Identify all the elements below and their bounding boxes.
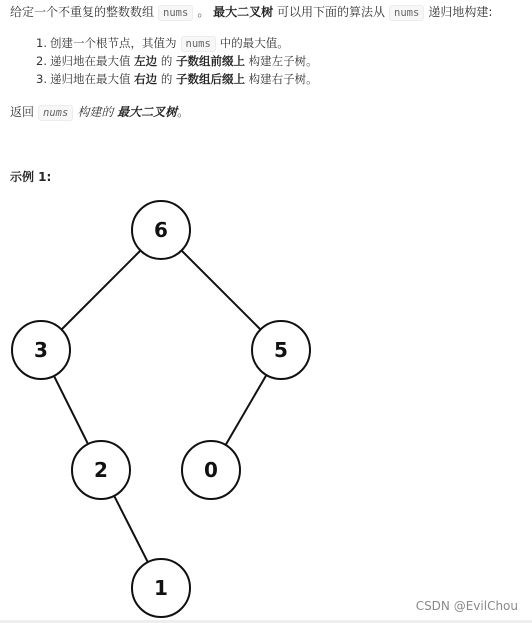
step-bold-2: 子数组后缀上 xyxy=(175,72,245,86)
tree-edge-5-0 xyxy=(226,375,267,445)
step-bold-1: 右边 xyxy=(134,72,158,86)
step-number: 3. xyxy=(36,72,47,86)
list-item xyxy=(36,34,318,52)
return-bold-term: 最大二叉树 xyxy=(117,105,178,119)
return-text-1: 返回 xyxy=(10,105,35,119)
algorithm-steps-list xyxy=(36,34,318,88)
step-text: 递归地在最大值 xyxy=(50,72,131,86)
intro-bold-term: 最大二叉树 xyxy=(213,5,274,19)
tree-node-6 xyxy=(132,201,190,259)
tree-node-label: 2 xyxy=(94,458,108,482)
binary-tree-diagram xyxy=(0,190,340,622)
tree-edge-6-5 xyxy=(182,251,261,330)
tree-nodes xyxy=(12,201,310,617)
tree-node-label: 6 xyxy=(154,218,168,242)
inline-code-nums: nums xyxy=(158,5,193,21)
tree-node-2 xyxy=(72,441,130,499)
tree-edge-6-3 xyxy=(62,251,141,330)
return-text-2: 构建的 xyxy=(77,105,114,119)
intro-text-4: 递归地构建: xyxy=(428,5,493,19)
list-item xyxy=(36,52,318,70)
step-text-2: 的 xyxy=(160,54,173,68)
tree-node-3 xyxy=(12,321,70,379)
return-paragraph xyxy=(10,104,189,121)
step-text: 递归地在最大值 xyxy=(50,54,131,68)
inline-code-nums: nums xyxy=(38,105,73,121)
intro-paragraph xyxy=(10,4,492,21)
tree-edge-2-1 xyxy=(114,496,148,562)
step-number: 1. xyxy=(36,36,47,50)
tree-node-0 xyxy=(182,441,240,499)
tree-node-1 xyxy=(132,559,190,617)
intro-text-2: 。 xyxy=(197,5,210,19)
return-text-3: 。 xyxy=(177,105,190,119)
intro-text-1: 给定一个不重复的整数数组 xyxy=(10,5,155,19)
tree-node-label: 3 xyxy=(34,338,48,362)
tree-node-label: 1 xyxy=(154,576,168,600)
tree-node-label: 5 xyxy=(274,338,288,362)
inline-code-nums-2: nums xyxy=(389,5,424,21)
step-text-3: 构建右子树。 xyxy=(248,72,318,86)
tree-node-5 xyxy=(252,321,310,379)
step-text: 创建一个根节点，其值为 xyxy=(50,36,177,50)
tree-edges xyxy=(54,251,266,563)
inline-code-nums: nums xyxy=(181,36,216,52)
tree-edge-3-2 xyxy=(54,376,88,444)
csdn-watermark: CSDN @EvilChou xyxy=(415,599,518,613)
step-number: 2. xyxy=(36,54,47,68)
step-bold-1: 左边 xyxy=(134,54,158,68)
step-bold-2: 子数组前缀上 xyxy=(175,54,245,68)
step-text-2: 的 xyxy=(160,72,173,86)
example-title: 示例 1: xyxy=(10,170,52,184)
step-text-2: 中的最大值。 xyxy=(219,36,289,50)
tree-node-label: 0 xyxy=(204,458,218,482)
list-item xyxy=(36,70,318,88)
step-text-3: 构建左子树。 xyxy=(248,54,318,68)
intro-text-3: 可以用下面的算法从 xyxy=(277,5,386,19)
